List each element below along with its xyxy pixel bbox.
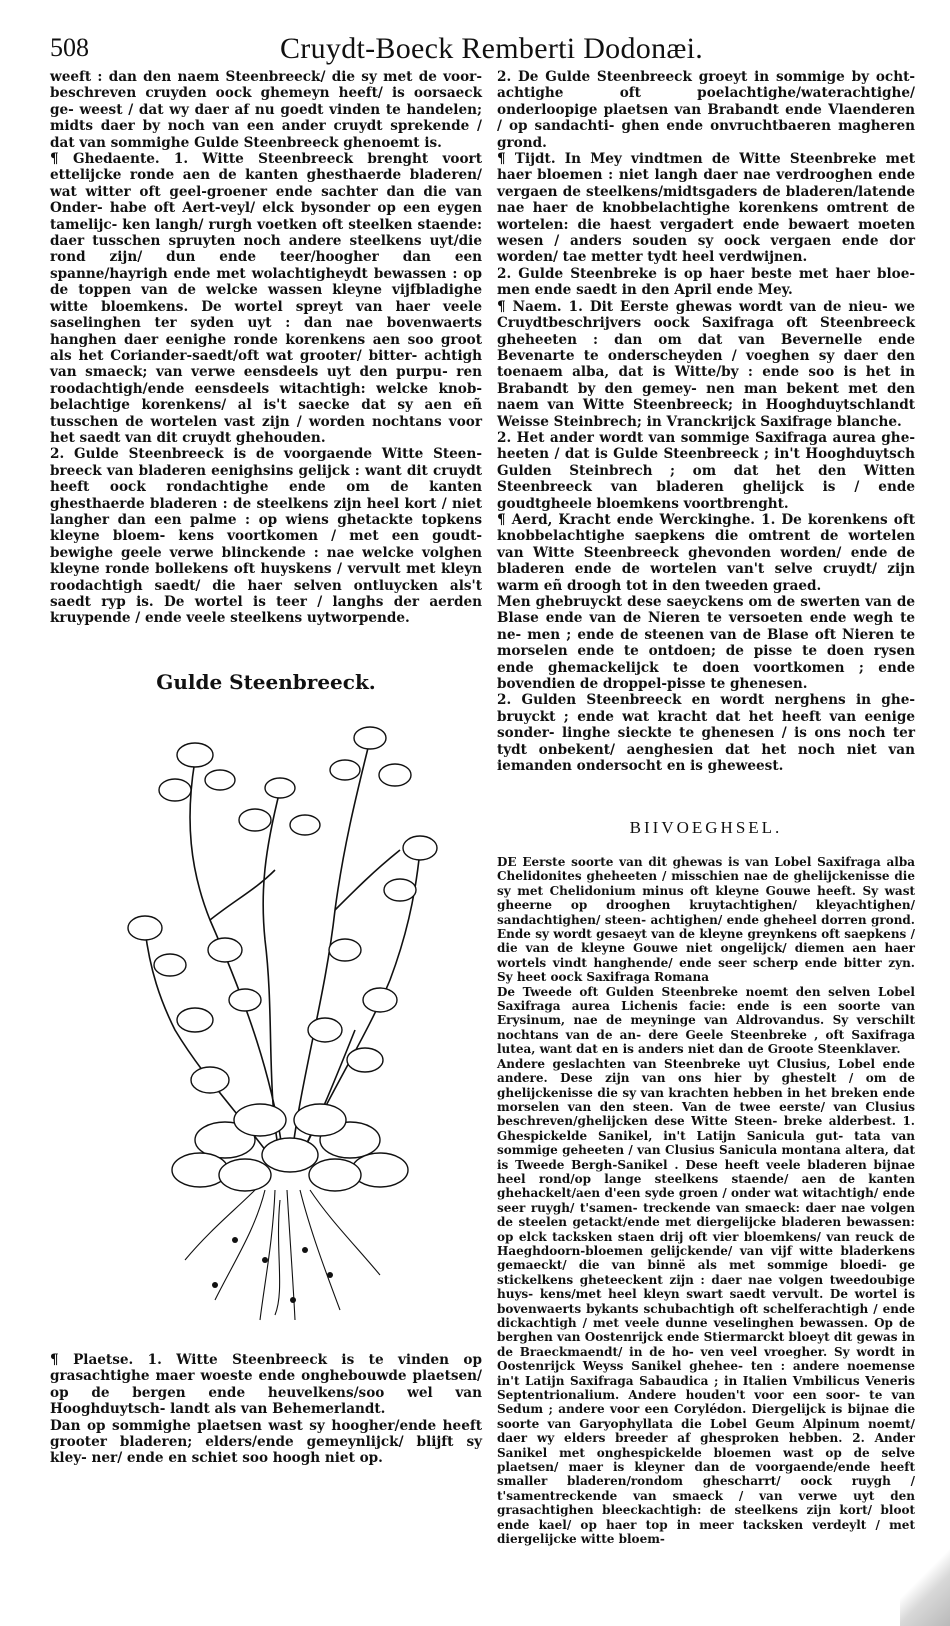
left-paragraph-1: weeft : dan den naem Steenbreeck/ die sy met de voor- beschreven cruyden oock ghemeyn heeft/ is oorsaeck ge- weest / dat wy daer af nu goedt vinden te handelen; midts daer by noch van een ander cruydt sprekende / dat van sommighe Gulde Steenbreeck ghenoemt is.	[50, 69, 482, 151]
bijvoeghsel-paragraph-2: De Tweede oft Gulden Steenbreke noemt den selven Lobel Saxifraga aurea Lichenis facie: ende is een soorte van Erysinum, nae de meyninge van Aldrovandus. Sy verschilt nochtans van de an- dere Geele Steenbreke , oft Saxifraga lutea, want dat en is anders niet dan de Groote Steenklaver.	[497, 984, 915, 1057]
left-paragraph-3: 2. Gulde Steenbreeck is de voorgaende Witte Steen- breeck van bladeren eenighsins gelijck : want dit cruydt heeft oock rondachtighe ende om de kanten ghesthaerde bladeren : de steelkens zijn heel kort / niet langher dan een palme : op wiens ghetackte topkens kleyne bloem- kens voortkomen / met een goudt-bewighe geele verwe blinckende : nae welcke volghen kleyne ronde bollekens oft huyskens / vervult met kleyn roodachtigh saedt/ die haer selven ontluycken als't saedt ryp is. De wortel is teer / langhs der aerden kruypende / ende veele steelkens uytworpende.	[50, 446, 482, 627]
right-paragraph-1: 2. De Gulde Steenbreeck groeyt in sommige by ocht- achtighe oft poelachtighe/waterachtighe/ onderloopige plaetsen van Brabandt ende Vlaenderen / op sandachti- ghen ende onvruchtbaeren magheren grond.	[497, 69, 915, 151]
right-paragraph-7: Men ghebruyckt dese saeyckens om de swerten van de Blase ende van de Nieren te versoeten ende wegh te ne- men ; ende de steenen van de Blase oft Nieren te morselen ende te ontdoen; de pisse te doen rysen ende ghemackelijck te doen voortkomen ; ende bovendien de droppel-pisse te ghenesen.	[497, 594, 915, 693]
saxifrage-woodcut-illustration	[115, 700, 460, 1325]
running-title: Cruydt-Boeck Remberti Dodonæi.	[280, 32, 704, 65]
right-paragraph-4: ¶ Naem. 1. Dit Eerste ghewas wordt van de nieu- we Cruydtbeschrijvers oock Saxifraga oft Steenbreeck gheheeten : dan om dat van Bevernelle ende Bevenarte te onderscheyden / voeghen sy daer den toenaem alba, dat is Witte/by : ende soo is het in Brabandt by den gemey- nen man bekent met den naem van Witte Steenbreeck; in Hooghduytschlandt Weisse Steinbrech; in Vranckrijck Saxifrage blanche.	[497, 298, 915, 430]
left-column-bottom	[50, 1352, 482, 1467]
bijvoeghsel-paragraph-3: Andere geslachten van Steenbreke uyt Clusius, Lobel ende andere. Dese zijn van ons hier by ghestelt / om de ghelijckenisse die sy van krachten hebben in het breken ende morselen van den steen. Van de twee eerste/ van Clusius beschreven/ghelijcken dese Witte Steen- breke alderbest. 1. Ghespickelde Sanikel, in't Latijn Sanicula gut- tata van sommige geheeten / van Clusius Sanicula montana altera, dat is Tweede Bergh-Sanikel . Dese heeft veele bladeren bijnae heel rond/op lange steelkens staende/ aen de kanten ghehackelt/aen d'een syde groen / onder wat witachtigh/ ende seer ruygh/ t'samen- treckende van smaeck: daer nae volgen de steelen getackt/ende met diergelijcke bladeren bewassen: op elck tacksken staen drij oft vier bloemkens/ van reuck de Haeghdoorn-bloemen gelijckende/ van vijf witte bladerkens gemaeckt/ die van binnë als met sommige bloedi- ge stickelkens gheteeckent zijn : daer nae volgen tweedoubige huys- kens/met heel kleyn swart saedt vervult. De wortel is bovenwaerts bykants schubachtigh oft schelferachtigh / ende dickachtigh / met veele dunne veselinghen bewassen. Op de berghen van Oostenrijck ende Stiermarckt bloeyt dit gewas in de Braeckmaendt/ in de ho- ven veel vroegher. Sy wordt in Oostenrijck Weyss Sanikel ghehee- ten : andere noemense in't Latijn Saxifraga Sabaudica ; in Italien Vmbilicus Veneris Septentrionalium. Andere houden't voor een soor- te van Sedum ; andere voor een Corylédon. Diergelijck is bijnae die soorte van Garyophyllata die Lobel Geum Alpinum noemt/ daer wy elders breeder af ghesproken hebben. 2. Ander Sanikel met onghespickelde bloemen wast op de selve plaetsen/ maer is kleyner dan de voorgaende/ende heeft smaller bladeren/rondom ghescharrt/ oock ruygh / t'samentreckende van smaeck / van verwe uyt den grasachtighen bleeckachtigh: de steelkens zijn kort/ bloot ende kael/ op haer top in meer tacksken verdeylt / met diergelijcke witte bloem-	[497, 1056, 915, 1547]
bijvoeghsel-heading: BIIVOEGHSEL.	[629, 818, 783, 837]
right-paragraph-5: 2. Het ander wordt van sommige Saxifraga aurea ghe- heeten / dat is Gulde Steenbreeck ; in't Hooghduytsch Gulden Steinbrech ; om dat het den Witten Steenbreeck van bladeren ghelijck is / ende goudtgheele bloemkens voortbrenght.	[497, 429, 915, 512]
bijvoeghsel-paragraph-1: DE Eerste soorte van dit ghewas is van Lobel Saxifraga alba Chelidonites gheheeten / misschien nae de ghelijckenisse die sy met Chelidonium minus oft kleyne Gouwe heeft. Sy wast gheerne op drooghen kruytachtighen/ kleyachtighen/ sandachtighen/ steen- achtighen/ ende gheheel dorren grond. Ende sy wordt gesaeyt van de kleyne greynkens oft saepkens / die van de kleyne Gouwe niet ongelijck/ diemen aen haer wortels vindt hanghende/ ende seer scherp ende bitter zyn. Sy heet oock Saxifraga Romana	[497, 855, 915, 985]
left-paragraph-2: ¶ Ghedaente. 1. Witte Steenbreeck brenght voort ettelijcke ronde aen de kanten ghesthaerde bladeren/ wat witter oft geel-groener ende sachter dan die van Onder- habe oft Aert-veyl/ elck bysonder op een eygen tamelijc- ken langh/ rurgh voetken oft steelken staende: daer tusschen spruyten noch andere steelkens uyt/die rond zijn/ dun ende teer/hoogher dan een spanne/hayrigh ende met wolachtigheydt bewassen : op de toppen van de welcke wassen kleyne vijfbladighe witte bloemkens. De wortel spreyt van haer veele saselinghen ter syden uyt : dan nae bovenwaerts hanghen daer eenighe ronde korenkens aen soo groot als het Coriander-saedt/oft wat grooter/ bitter- achtigh van smaeck; van verwe eensdeels uyt den purpu- ren roodachtigh/ende eensdeels witachtigh: welcke knob- belachtige korenkens/ al is't saecke dat sy aen eñ tusschen de wortelen vast zijn / worden nochtans voor het saedt van dit cruydt ghehouden.	[50, 151, 482, 446]
bijvoeghsel-text	[497, 855, 915, 1547]
left-bottom-paragraph-1: ¶ Plaetse. 1. Witte Steenbreeck is te vinden op grasachtighe maer woeste ende onghebouwde plaetsen/ op de bergen ende heuvelkens/soo wel van Hooghduytsch- landt als van Behemerlandt.	[50, 1352, 482, 1418]
right-column	[497, 69, 915, 774]
right-paragraph-8: 2. Gulden Steenbreeck en wordt nerghens in ghe- bruyckt ; ende wat kracht dat het heeft van eenige sonder- linghe siecktе te ghenesen / is ons noch ter tydt onbekent/ aenghesien dat het noch niet van iemanden ondersocht en is gheweest.	[497, 692, 915, 775]
right-paragraph-2: ¶ Tijdt. In Mey vindtmen de Witte Steenbreke met haer bloemen : niet langh daer nae verdrooghen ende vergaen de steelkens/midtsgaders de bladeren/latende nae haer de knobbelachtighe korenkens omtrent de wortelen: die haest vergadert ende bewaert moeten wesen / anders souden sy oock vergaen ende dor worden/ tae metter tydt heel verdwijnen.	[497, 151, 915, 266]
plate-caption: Gulde Steenbreeck.	[156, 670, 376, 694]
page-number: 508	[50, 33, 89, 62]
left-bottom-paragraph-2: Dan op sommighe plaetsen wast sy hoogher/ende heeft grooter bladeren; elders/ende gemeynlijck/ blijft sy kley- ner/ ende en schiet soo hoogh niet op.	[50, 1417, 482, 1467]
scan-edge-shadow	[900, 1546, 950, 1626]
right-paragraph-3: 2. Gulde Steenbreke is op haer beste met haer bloe- men ende saedt in den April ende Mey.	[497, 265, 915, 299]
right-paragraph-6: ¶ Aerd, Kracht ende Werckinghe. 1. De korenkens oft knobbelachtighe saepkens die omtrent de wortelen van Witte Steenbreeck ghevonden worden/ ende de bladeren ende de wortelen van't selve cruydt/ zijn warm eñ droogh tot in den tweeden graed.	[497, 511, 915, 594]
page-header	[0, 0, 950, 70]
left-column	[50, 69, 482, 627]
